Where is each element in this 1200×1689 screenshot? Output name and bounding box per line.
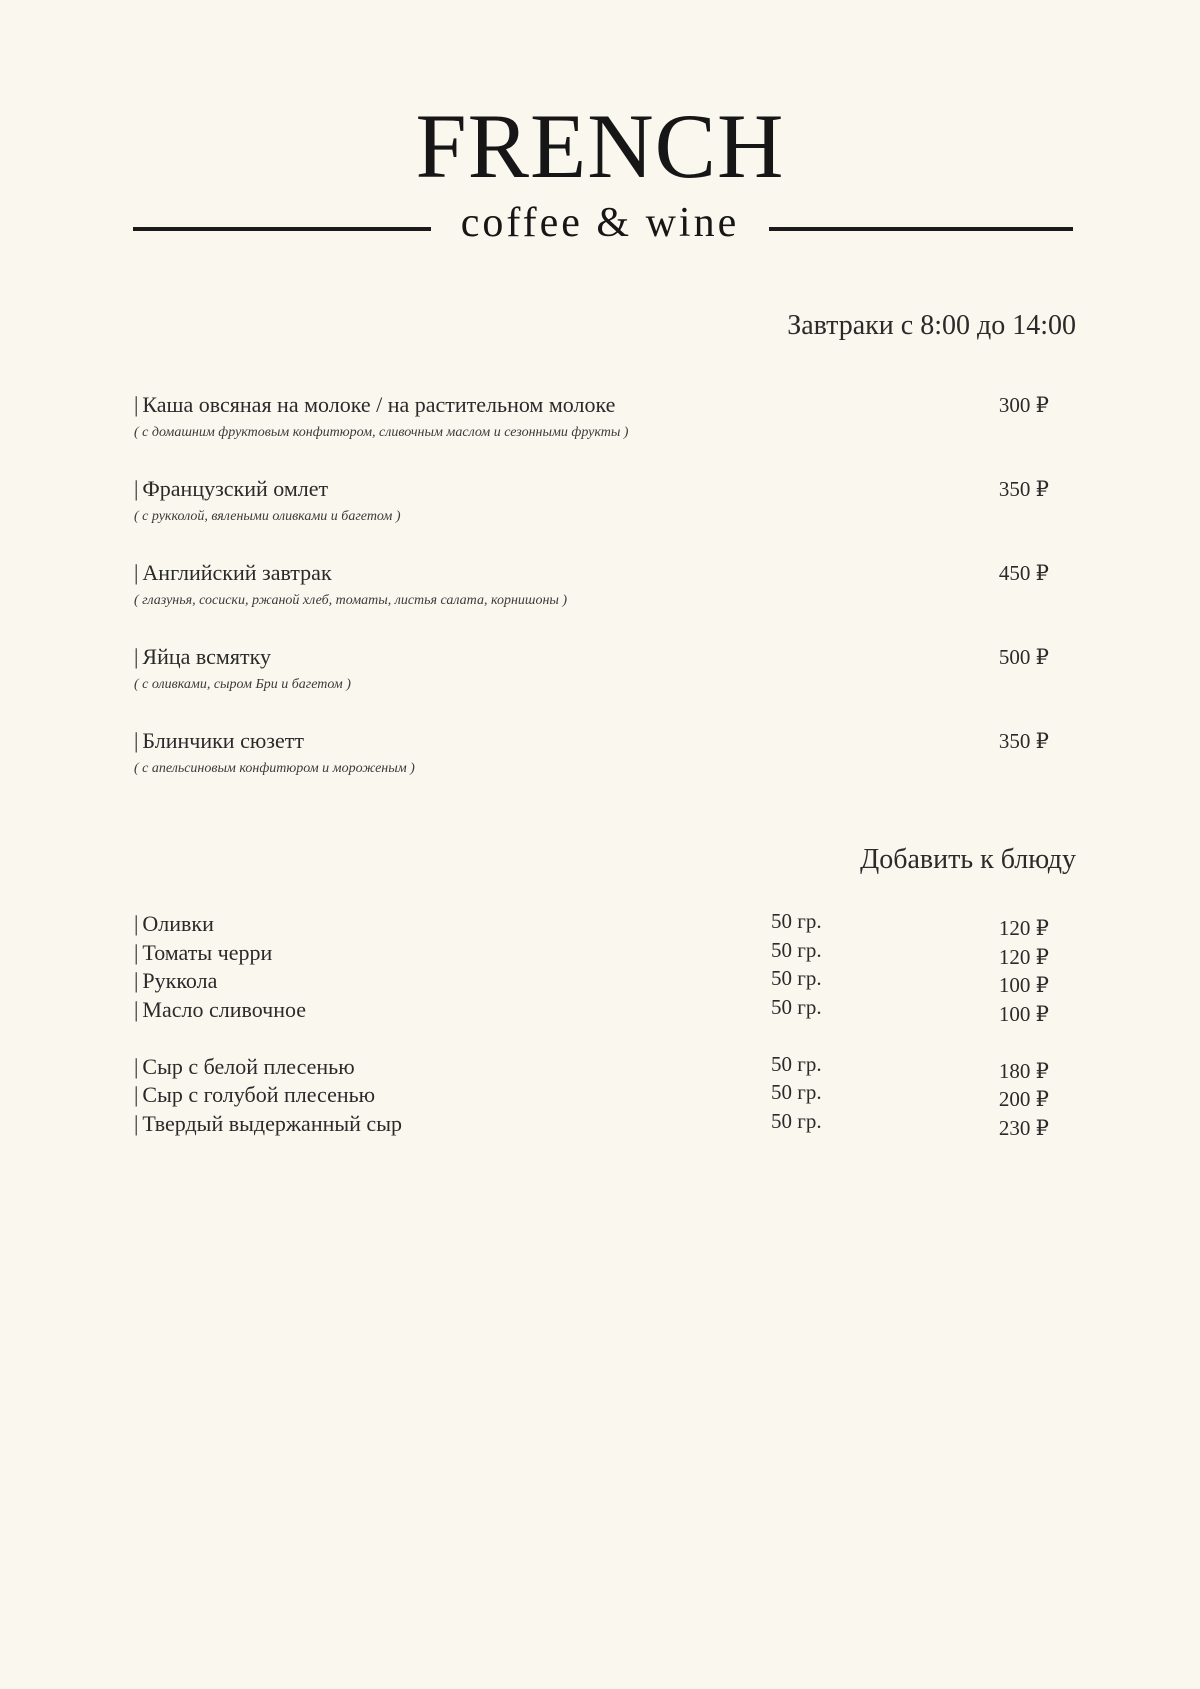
- logo-rule-right: [769, 227, 1073, 231]
- menu-item: [134, 642, 1064, 726]
- addon-name: Твердый выдержанный сыр: [142, 1111, 402, 1137]
- addon-name: Оливки: [142, 911, 214, 936]
- addon-weight: 50 гр.: [771, 937, 822, 962]
- addon-price: 100 ₽: [998, 973, 1049, 998]
- item-marker: |: [134, 939, 139, 965]
- breakfast-list: [134, 390, 1064, 810]
- addon-row: [134, 996, 1064, 1025]
- addon-price: 200 ₽: [998, 1087, 1049, 1112]
- addon-row: [134, 939, 1064, 968]
- item-marker: |: [134, 392, 139, 417]
- menu-item: [134, 390, 1064, 474]
- item-name: Английский завтрак: [142, 560, 332, 585]
- addon-weight: 50 гр.: [771, 1109, 822, 1134]
- item-price: 350 ₽: [998, 729, 1049, 753]
- addon-price: 180 ₽: [998, 1058, 1049, 1083]
- item-marker: |: [134, 728, 139, 753]
- item-marker: |: [134, 1111, 139, 1137]
- addon-row: [134, 910, 1064, 939]
- item-price: 350 ₽: [998, 477, 1049, 501]
- item-price: 300 ₽: [998, 393, 1049, 417]
- addons-group-cheese: [134, 1053, 1064, 1139]
- item-description: ( с домашним фруктовым конфитюром, сливочным маслом и сезонными фрукты ): [134, 425, 629, 440]
- menu-item: [134, 474, 1064, 558]
- logo-subtitle-row: [133, 198, 1073, 248]
- addon-price: 120 ₽: [998, 916, 1049, 940]
- item-marker: |: [134, 1082, 139, 1108]
- item-price: 500 ₽: [998, 645, 1049, 669]
- addon-name: Томаты черри: [142, 939, 273, 965]
- menu-item: [134, 558, 1064, 642]
- logo-rule-left: [133, 227, 431, 231]
- menu-item: [134, 726, 1064, 810]
- item-name: Блинчики сюзетт: [142, 728, 304, 753]
- addon-row: [134, 1081, 1064, 1110]
- item-marker: |: [134, 476, 139, 501]
- addon-name: Руккола: [142, 968, 218, 994]
- addon-price: 120 ₽: [998, 944, 1049, 969]
- addon-row: [134, 1110, 1064, 1139]
- addon-weight: 50 гр.: [771, 995, 822, 1020]
- logo-subtitle: coffee & wine: [460, 200, 740, 246]
- item-marker: |: [134, 911, 139, 936]
- item-price: 450 ₽: [998, 561, 1049, 585]
- item-marker: |: [134, 1053, 139, 1079]
- addons-group-extras: [134, 910, 1064, 1025]
- addon-price: 100 ₽: [998, 1002, 1049, 1027]
- item-description: ( с рукколой, вялеными оливками и багетом ): [134, 509, 401, 524]
- logo-title: FRENCH: [415, 95, 785, 197]
- addon-name: Сыр с голубой плесенью: [142, 1082, 376, 1108]
- item-name: Каша овсяная на молоке / на растительном молоке: [142, 392, 616, 417]
- item-marker: |: [134, 644, 139, 669]
- item-marker: |: [134, 997, 139, 1023]
- item-description: ( глазунья, сосиски, ржаной хлеб, томаты, листья салата, корнишоны ): [134, 593, 568, 608]
- item-name: Яйца всмятку: [142, 644, 271, 669]
- addon-weight: 50 гр.: [771, 1051, 822, 1076]
- addon-price: 230 ₽: [998, 1116, 1049, 1141]
- addon-weight: 50 гр.: [771, 1080, 822, 1105]
- breakfast-heading: Завтраки с 8:00 до 14:00: [787, 310, 1076, 341]
- item-marker: |: [134, 968, 139, 994]
- addon-row: [134, 967, 1064, 996]
- addon-name: Сыр с белой плесенью: [142, 1053, 355, 1079]
- item-description: ( с апельсиновым конфитюром и мороженым ): [134, 761, 415, 776]
- item-marker: |: [134, 560, 139, 585]
- addon-row: [134, 1053, 1064, 1082]
- addon-weight: 50 гр.: [771, 966, 822, 991]
- addons-list: [134, 910, 1064, 1167]
- item-name: Французский омлет: [142, 476, 329, 501]
- item-description: ( с оливками, сыром Бри и багетом ): [134, 677, 351, 692]
- addon-name: Масло сливочное: [142, 997, 307, 1023]
- addon-weight: 50 гр.: [771, 909, 822, 933]
- addons-heading: Добавить к блюду: [860, 844, 1076, 875]
